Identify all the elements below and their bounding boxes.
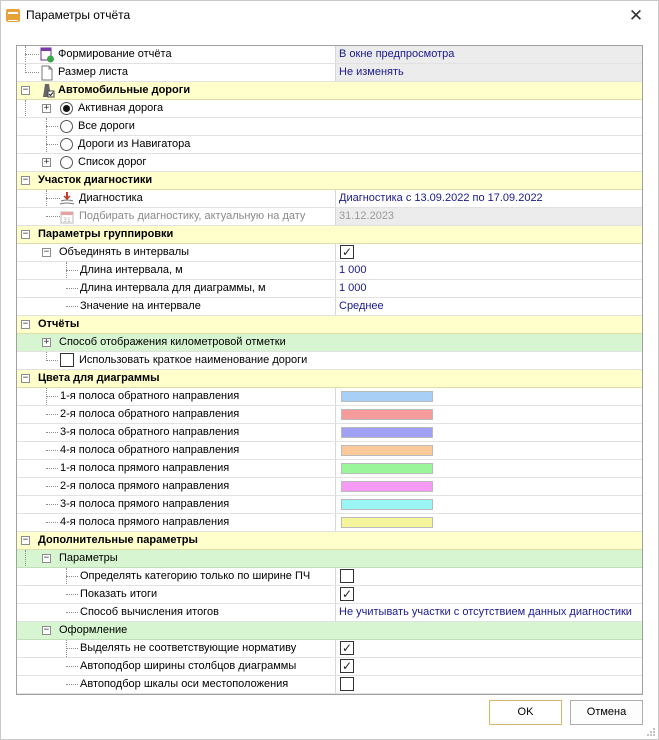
row-show-totals[interactable] bbox=[17, 586, 642, 604]
row-lane-color[interactable] bbox=[17, 442, 642, 460]
option-label: Все дороги bbox=[78, 120, 135, 132]
subcategory-label: Оформление bbox=[59, 624, 128, 636]
row-interval-length[interactable] bbox=[17, 262, 642, 280]
color-swatch[interactable] bbox=[341, 445, 433, 456]
report-form-icon bbox=[39, 47, 55, 63]
row-label: Использовать краткое наименование дороги bbox=[79, 354, 308, 366]
close-button[interactable]: ✕ bbox=[628, 6, 644, 25]
row-km-mode[interactable] bbox=[17, 334, 642, 352]
calendar-icon bbox=[59, 209, 75, 225]
row-value: В окне предпросмотра bbox=[339, 48, 455, 60]
color-swatch[interactable] bbox=[341, 481, 433, 492]
color-swatch[interactable] bbox=[341, 517, 433, 528]
category-label: Автомобильные дороги bbox=[58, 84, 191, 96]
row-label: Автоподбор ширины столбцов диаграммы bbox=[80, 660, 297, 672]
color-swatch[interactable] bbox=[341, 499, 433, 510]
row-label: Показать итоги bbox=[80, 588, 158, 600]
row-road-active[interactable] bbox=[17, 100, 642, 118]
row-label: Выделять не соответствующие нормативу bbox=[80, 642, 297, 654]
row-report-form[interactable] bbox=[17, 46, 642, 64]
expand-icon[interactable]: + bbox=[43, 103, 50, 113]
category-diagnostics[interactable] bbox=[17, 172, 642, 190]
app-icon bbox=[6, 9, 20, 22]
lane-label: 1-я полоса обратного направления bbox=[60, 390, 240, 402]
row-value: Диагностика с 13.09.2022 по 17.09.2022 bbox=[339, 192, 543, 204]
radio-active-road[interactable] bbox=[60, 102, 73, 115]
row-road-navigator[interactable] bbox=[17, 136, 642, 154]
row-label: Длина интервала для диаграммы, м bbox=[80, 282, 266, 294]
row-page-size[interactable] bbox=[17, 64, 642, 82]
row-value: Не учитывать участки с отсутствием данных диагностики bbox=[339, 606, 632, 618]
row-label: Размер листа bbox=[58, 66, 128, 78]
row-label: Формирование отчёта bbox=[58, 48, 172, 60]
category-reports[interactable] bbox=[17, 316, 642, 334]
row-short-name[interactable] bbox=[17, 352, 642, 370]
collapse-icon[interactable]: − bbox=[22, 175, 29, 185]
expand-icon[interactable]: + bbox=[43, 337, 50, 347]
autofit-columns-checkbox[interactable]: ✓ bbox=[341, 659, 353, 673]
row-label: Способ отображения километровой отметки bbox=[59, 336, 286, 348]
row-diagnostics[interactable] bbox=[17, 190, 642, 208]
collapse-icon[interactable]: − bbox=[22, 85, 29, 95]
collapse-icon[interactable]: − bbox=[22, 535, 29, 545]
row-lane-color[interactable] bbox=[17, 406, 642, 424]
row-value: 1 000 bbox=[339, 282, 367, 294]
color-swatch[interactable] bbox=[341, 391, 433, 402]
diagnostics-icon bbox=[59, 191, 75, 207]
lane-label: 2-я полоса прямого направления bbox=[60, 480, 230, 492]
row-category-width[interactable] bbox=[17, 568, 642, 586]
resize-grip-icon[interactable] bbox=[646, 727, 656, 737]
row-value: 1 000 bbox=[339, 264, 367, 276]
short-name-checkbox[interactable] bbox=[60, 353, 74, 367]
collapse-icon[interactable]: − bbox=[43, 625, 50, 635]
row-label: Значение на интервале bbox=[80, 300, 201, 312]
window-title: Параметры отчёта bbox=[26, 8, 131, 22]
radio-navigator-roads[interactable] bbox=[60, 138, 73, 151]
row-merge-intervals[interactable] bbox=[17, 244, 642, 262]
collapse-icon[interactable]: − bbox=[22, 319, 29, 329]
category-grouping[interactable] bbox=[17, 226, 642, 244]
radio-road-list[interactable] bbox=[60, 156, 73, 169]
show-totals-checkbox[interactable]: ✓ bbox=[341, 587, 353, 601]
collapse-icon[interactable]: − bbox=[43, 247, 50, 257]
row-lane-color[interactable] bbox=[17, 478, 642, 496]
option-label: Активная дорога bbox=[78, 102, 164, 114]
svg-text:31: 31 bbox=[63, 217, 71, 224]
color-swatch[interactable] bbox=[341, 409, 433, 420]
row-highlight-nonconforming[interactable] bbox=[17, 640, 642, 658]
color-swatch[interactable] bbox=[341, 463, 433, 474]
page-icon bbox=[39, 65, 55, 81]
row-label: Объединять в интервалы bbox=[59, 246, 190, 258]
property-grid bbox=[16, 45, 643, 695]
lane-label: 4-я полоса прямого направления bbox=[60, 516, 230, 528]
collapse-icon[interactable]: − bbox=[43, 553, 50, 563]
row-autofit-columns[interactable] bbox=[17, 658, 642, 676]
subcategory-label: Параметры bbox=[59, 552, 118, 564]
lane-label: 3-я полоса обратного направления bbox=[60, 426, 240, 438]
row-label: Способ вычисления итогов bbox=[80, 606, 219, 618]
row-lane-color[interactable] bbox=[17, 460, 642, 478]
category-label: Участок диагностики bbox=[38, 174, 153, 186]
category-chart-colors[interactable] bbox=[17, 370, 642, 388]
category-roads[interactable] bbox=[17, 82, 642, 100]
row-road-all[interactable] bbox=[17, 118, 642, 136]
subcategory-parameters[interactable] bbox=[17, 550, 642, 568]
category-label: Параметры группировки bbox=[38, 228, 174, 240]
row-label: Автоподбор шкалы оси местоположения bbox=[80, 678, 289, 690]
row-lane-color[interactable] bbox=[17, 424, 642, 442]
category-label: Отчёты bbox=[38, 318, 80, 330]
ok-button[interactable]: OK bbox=[489, 700, 562, 725]
category-label: Цвета для диаграммы bbox=[38, 372, 160, 384]
cancel-button[interactable]: Отмена bbox=[570, 700, 643, 725]
lane-label: 3-я полоса прямого направления bbox=[60, 498, 230, 510]
radio-all-roads[interactable] bbox=[60, 120, 73, 133]
row-road-list[interactable] bbox=[17, 154, 642, 172]
row-autofit-axis[interactable] bbox=[17, 676, 642, 694]
subcategory-design[interactable] bbox=[17, 622, 642, 640]
category-label: Дополнительные параметры bbox=[38, 534, 198, 546]
row-diagnostics-date[interactable] bbox=[17, 208, 642, 226]
expand-icon[interactable]: + bbox=[43, 157, 50, 167]
category-additional[interactable] bbox=[17, 532, 642, 550]
lane-label: 2-я полоса обратного направления bbox=[60, 408, 240, 420]
row-value: Не изменять bbox=[339, 66, 404, 78]
lane-label: 4-я полоса обратного направления bbox=[60, 444, 240, 456]
collapse-icon[interactable]: − bbox=[22, 373, 29, 383]
row-lane-color[interactable] bbox=[17, 514, 642, 532]
option-label: Дороги из Навигатора bbox=[78, 138, 191, 150]
row-value: 31.12.2023 bbox=[339, 210, 395, 222]
row-interval-value[interactable] bbox=[17, 298, 642, 316]
row-label: Подбирать диагностику, актуальную на дату bbox=[79, 210, 306, 222]
highlight-checkbox[interactable]: ✓ bbox=[341, 641, 353, 655]
road-sign-icon bbox=[39, 83, 55, 99]
row-lane-color[interactable] bbox=[17, 388, 642, 406]
collapse-icon[interactable]: − bbox=[22, 229, 29, 239]
lane-label: 1-я полоса прямого направления bbox=[60, 462, 230, 474]
row-label: Диагностика bbox=[79, 192, 143, 204]
row-label: Определять категорию только по ширине ПЧ bbox=[80, 570, 311, 582]
autofit-axis-checkbox[interactable] bbox=[340, 677, 354, 691]
title-bar bbox=[1, 1, 658, 31]
row-interval-length-chart[interactable] bbox=[17, 280, 642, 298]
category-width-checkbox[interactable] bbox=[340, 569, 354, 583]
row-label: Длина интервала, м bbox=[80, 264, 183, 276]
merge-checkbox[interactable]: ✓ bbox=[341, 245, 353, 259]
color-swatch[interactable] bbox=[341, 427, 433, 438]
row-totals-method[interactable] bbox=[17, 604, 642, 622]
row-value: Среднее bbox=[339, 300, 384, 312]
row-lane-color[interactable] bbox=[17, 496, 642, 514]
option-label: Список дорог bbox=[78, 156, 147, 168]
